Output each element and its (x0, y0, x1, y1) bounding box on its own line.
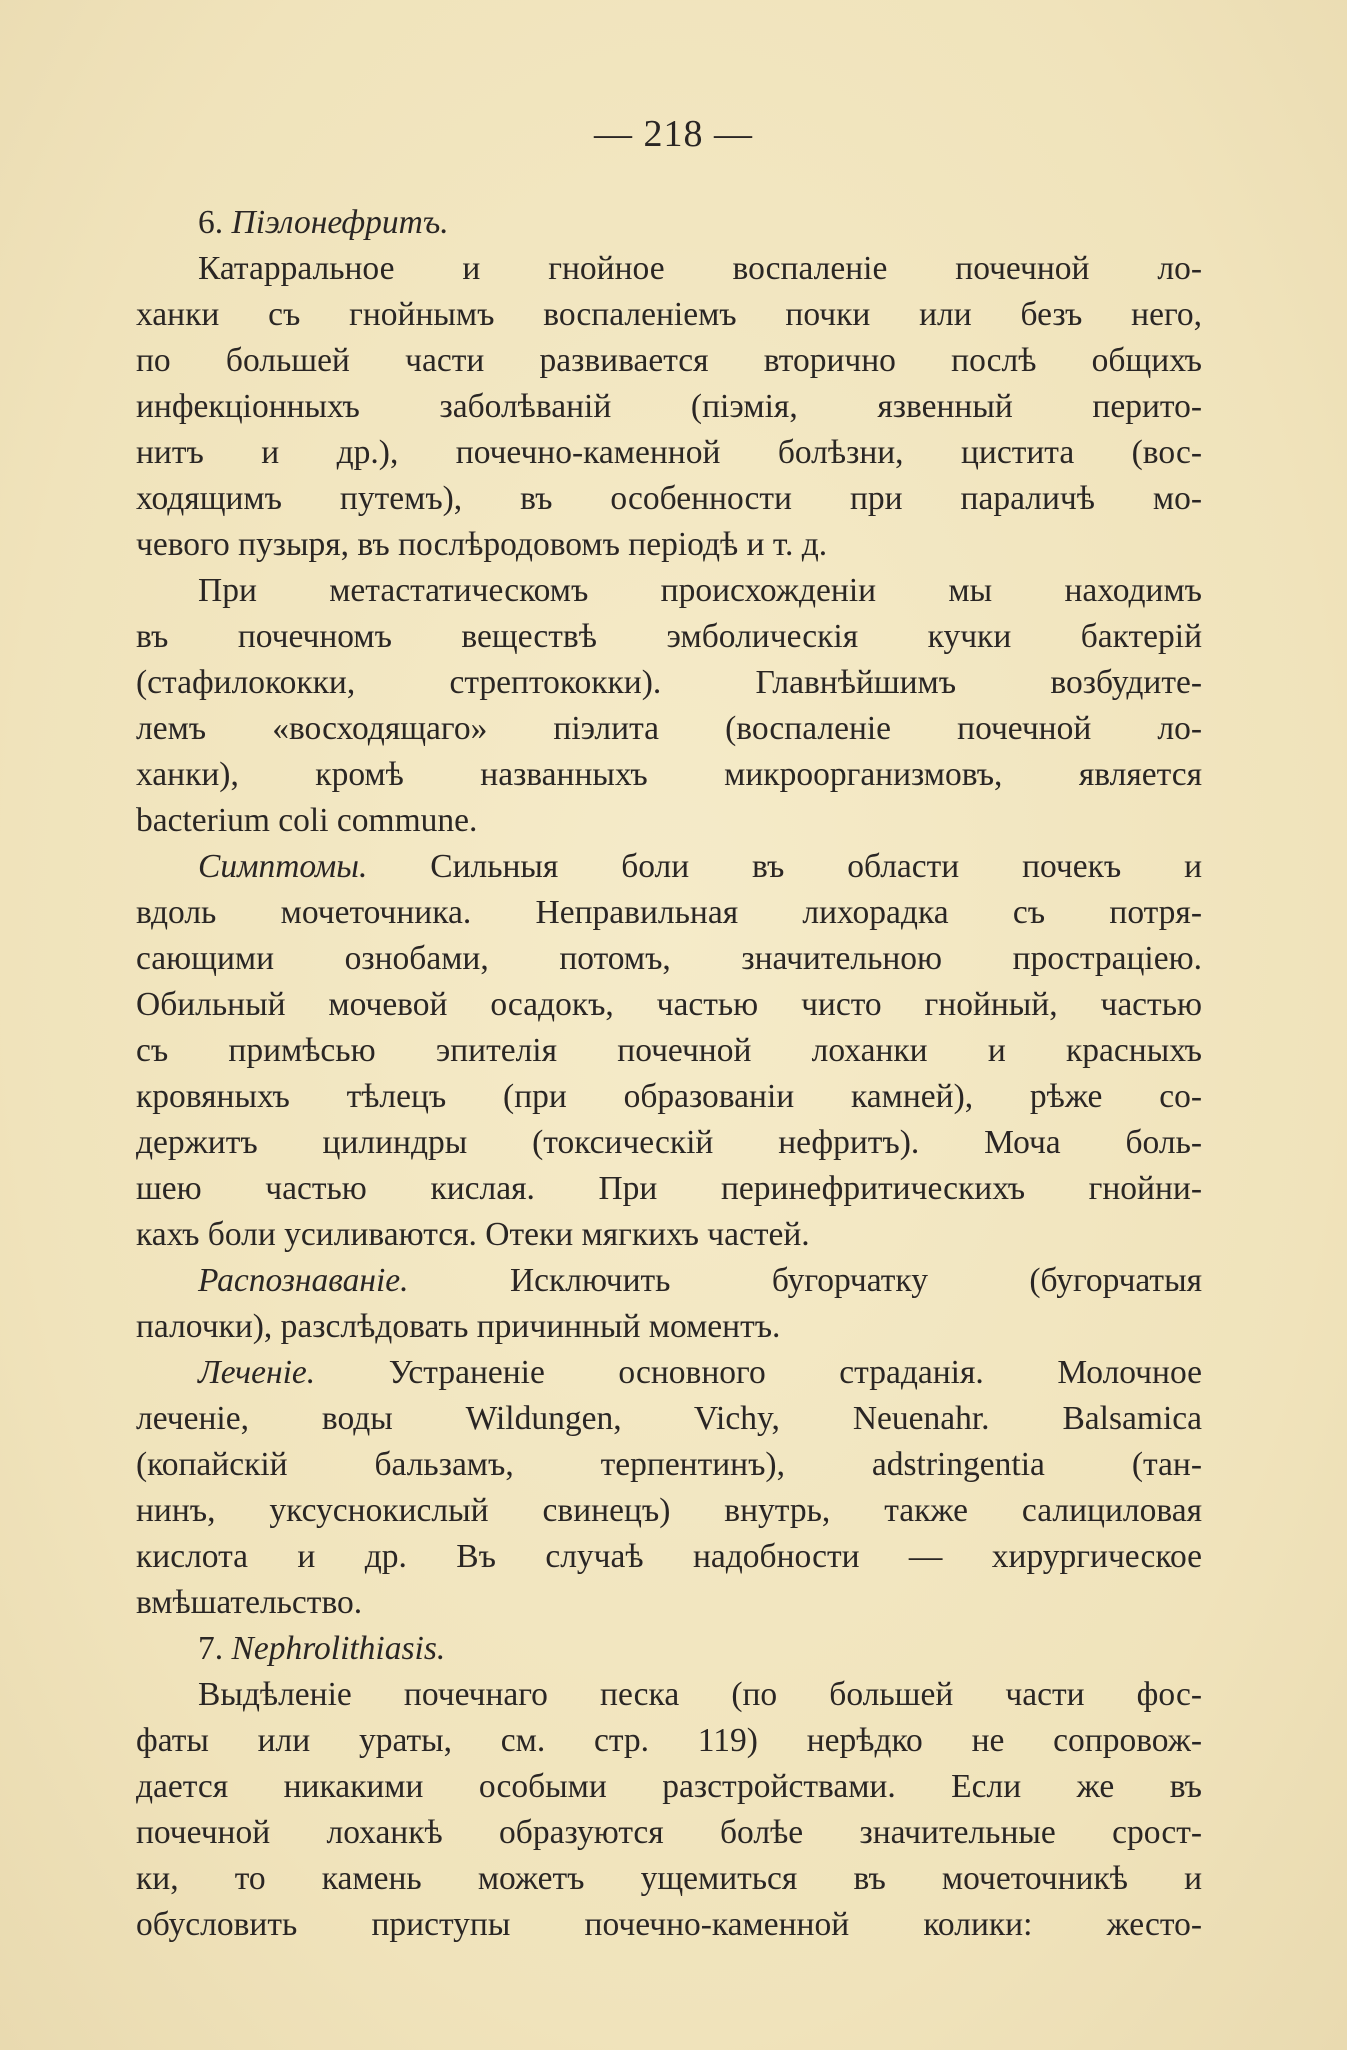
paragraph-line: по большей части развивается вторично послѣ общихъ (136, 342, 1202, 379)
paragraph-line: кислота и др. Въ случаѣ надобности — хирургическое (136, 1538, 1202, 1575)
paragraph-line: держитъ цилиндры (токсическiй нефритъ). Моча боль- (136, 1124, 1202, 1161)
section-7-title: Nephrolithiasis. (231, 1630, 446, 1667)
paragraph-line: почечной лоханкѣ образуются болѣе значительные срост- (136, 1814, 1202, 1851)
paragraph-line: вмѣшательство. (136, 1584, 363, 1621)
symptoms-label: Симптомы. (198, 848, 368, 885)
section-6-title: Пiэлонефритъ. (231, 204, 449, 241)
paragraph-line: Обильный мочевой осадокъ, частью чисто гнойный, частью (136, 986, 1202, 1023)
diagnosis-label: Распознаванiе. (198, 1262, 409, 1299)
paragraph-line: нинъ, уксуснокислый свинецъ) внутрь, также салициловая (136, 1492, 1202, 1529)
paragraph-line: фаты или ураты, см. стр. 119) нерѣдко не сопровож- (136, 1722, 1202, 1759)
paragraph-line: кровяныхъ тѣлецъ (при образованiи камней), рѣже со- (136, 1078, 1202, 1115)
paragraph-line: Катарральное и гнойное воспаленiе почечной ло- (198, 250, 1202, 287)
paragraph-line: инфекцiонныхъ заболѣванiй (пiэмiя, язвенный перито- (136, 388, 1202, 425)
paragraph-line: (стафилококки, стрептококки). Главнѣйшимъ возбудите- (136, 664, 1202, 701)
section-6-heading (136, 200, 1202, 246)
symptoms-paragraph-start (136, 844, 1202, 890)
paragraph-line: дается никакими особыми разстройствами. Если же въ (136, 1768, 1202, 1805)
paragraph-line: ханки съ гнойнымъ воспаленiемъ почки или безъ него, (136, 296, 1202, 333)
section-6-number: 6. (198, 204, 224, 241)
paragraph-line: сающими ознобами, потомъ, значительною прострацiею. (136, 940, 1202, 977)
paragraph-line: При метастатическомъ происхожденiи мы находимъ (198, 572, 1202, 609)
treatment-label: Леченiе. (198, 1354, 316, 1391)
paragraph-line: шею частью кислая. При перинефритическихъ гнойни- (136, 1170, 1202, 1207)
paragraph-line: обусловить приступы почечно-каменной колики: жесто- (136, 1906, 1202, 1943)
section-7-heading (136, 1626, 1202, 1672)
paragraph-line: Выдѣленiе почечнаго песка (по большей части фос- (198, 1676, 1202, 1713)
paragraph-line: bacterium coli commune. (136, 802, 478, 839)
paragraph-line: леченiе, воды Wildungen, Vichy, Neuenahr. Balsamica (136, 1400, 1202, 1437)
diagnosis-first-line: Исключить бугорчатку (бугорчатыя (509, 1262, 1202, 1299)
paragraph-line: (копайскiй бальзамъ, терпентинъ), adstringentia (тан- (136, 1446, 1202, 1483)
paragraph-line: нитъ и др.), почечно-каменной болѣзни, цистита (вос- (136, 434, 1202, 471)
paragraph-line: ходящимъ путемъ), въ особенности при параличѣ мо- (136, 480, 1202, 517)
paragraph-line: съ примѣсью эпителiя почечной лоханки и красныхъ (136, 1032, 1202, 1069)
paragraph-line: вдоль мочеточника. Неправильная лихорадка съ потря- (136, 894, 1202, 931)
page-number: — 218 — (594, 113, 753, 155)
page-text (136, 200, 1202, 1948)
paragraph-line: ханки), кромѣ названныхъ микроорганизмовъ, является (136, 756, 1202, 793)
symptoms-first-line: Сильныя боли въ области почекъ и (430, 848, 1202, 885)
treatment-first-line: Устраненiе основного страданiя. Молочное (388, 1354, 1202, 1391)
paragraph-line: лемъ «восходящаго» пiэлита (воспаленiе почечной ло- (136, 710, 1202, 747)
paragraph-line: въ почечномъ веществѣ эмболическiя кучки бактерiй (136, 618, 1202, 655)
diagnosis-paragraph-start (136, 1258, 1202, 1304)
paragraph-line: кахъ боли усиливаются. Отеки мягкихъ частей. (136, 1216, 810, 1253)
section-7-number: 7. (198, 1630, 224, 1667)
paragraph-line: ки, то камень можетъ ущемиться въ мочеточникѣ и (136, 1860, 1202, 1897)
treatment-paragraph-start (136, 1350, 1202, 1396)
paragraph-line: чевого пузыря, въ послѣродовомъ перiодѣ и т. д. (136, 526, 828, 563)
paragraph-line: палочки), разслѣдовать причинный моментъ. (136, 1308, 781, 1345)
